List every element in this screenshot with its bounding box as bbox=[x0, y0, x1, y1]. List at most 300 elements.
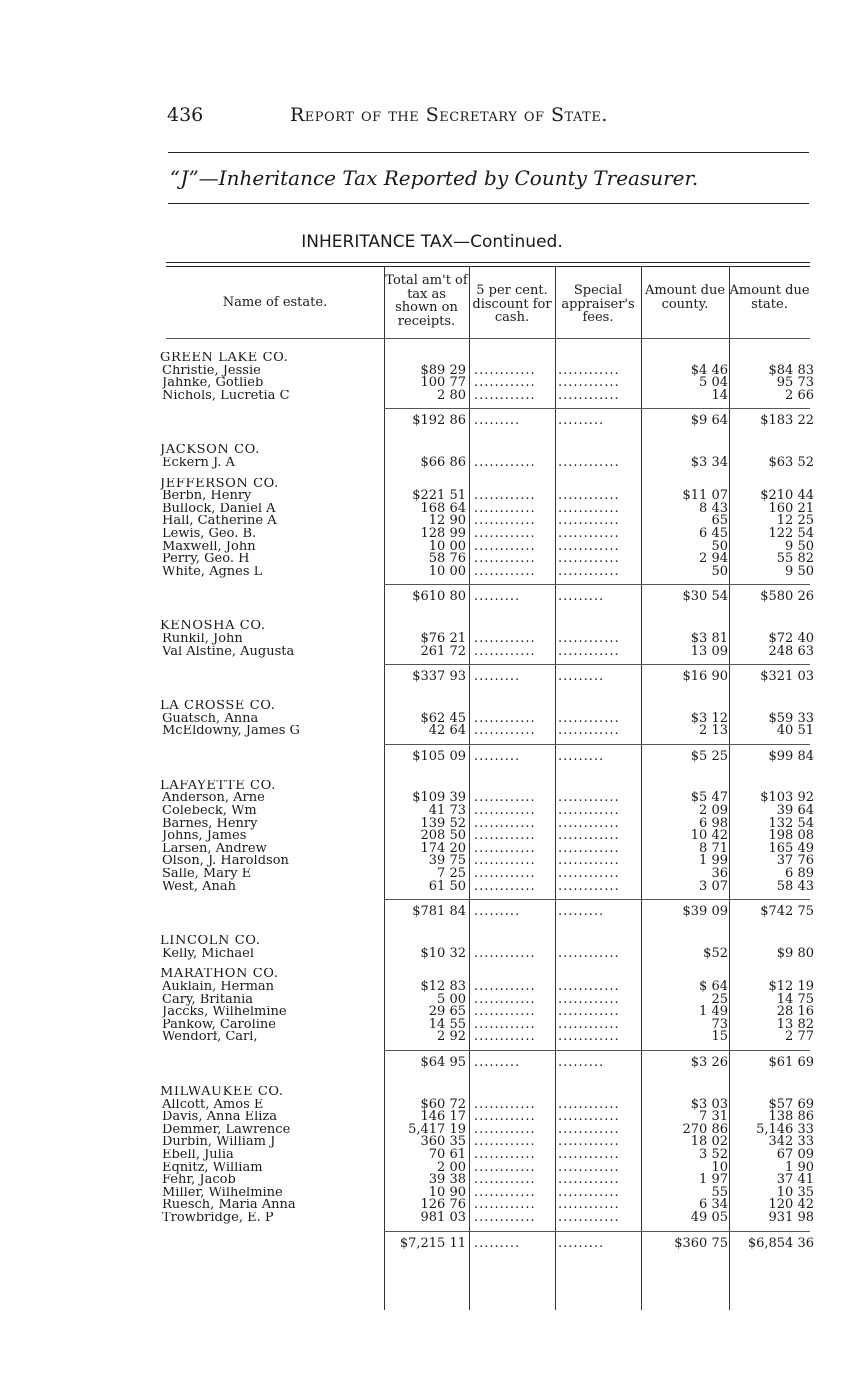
total-amount: $10 32 bbox=[420, 945, 466, 961]
col-header-appraiser: Special appraiser's fees. bbox=[561, 283, 635, 325]
estate-name: Colebeck, Wm bbox=[162, 805, 257, 818]
appraiser-leader: ............ bbox=[558, 880, 620, 894]
appraiser-leader: ............ bbox=[558, 725, 620, 738]
discount-leader: ......... bbox=[474, 413, 521, 429]
appraiser-leader: ............ bbox=[558, 515, 620, 528]
county-name: LA CROSSE CO. bbox=[160, 700, 276, 713]
discount-leader: ............ bbox=[474, 490, 536, 503]
state-amount: 95 73 bbox=[776, 375, 814, 391]
total-amount: $337 93 bbox=[412, 669, 466, 685]
appraiser-leader: ............ bbox=[558, 645, 620, 659]
discount-leader: ............ bbox=[474, 842, 536, 856]
state-amount: 2 77 bbox=[785, 1029, 814, 1045]
discount-leader: ............ bbox=[474, 947, 536, 961]
state-amount: 122 54 bbox=[768, 525, 814, 541]
total-amount: 2 00 bbox=[437, 1159, 466, 1175]
county-amount: $16 90 bbox=[682, 669, 728, 685]
total-amount: 58 76 bbox=[428, 551, 466, 567]
appraiser-leader: ............ bbox=[558, 1006, 620, 1019]
county-amount: 50 bbox=[711, 538, 728, 554]
discount-leader: ............ bbox=[474, 389, 536, 403]
estate-name: Maxwell, John bbox=[162, 540, 256, 554]
appraiser-leader: ............ bbox=[558, 805, 620, 818]
appraiser-leader: ............ bbox=[558, 842, 620, 856]
total-amount: 29 65 bbox=[428, 1004, 466, 1020]
state-amount: $99 84 bbox=[768, 748, 814, 764]
discount-leader: ............ bbox=[474, 712, 536, 726]
state-amount: 1 90 bbox=[785, 1159, 814, 1175]
appraiser-leader: ............ bbox=[558, 456, 620, 470]
discount-leader: ......... bbox=[474, 1235, 521, 1251]
county-amount: 13 09 bbox=[690, 643, 728, 659]
county-amount: $3 26 bbox=[690, 1054, 728, 1070]
total-amount: 2 80 bbox=[437, 387, 466, 403]
state-amount: $103 92 bbox=[760, 790, 814, 806]
total-amount: 128 99 bbox=[420, 525, 466, 541]
estate-name: Ebell, Julia bbox=[162, 1148, 234, 1162]
estate-name: Jaccks, Wilhelmine bbox=[162, 1006, 287, 1019]
state-amount: $580 26 bbox=[760, 589, 814, 605]
header-rule-bottom bbox=[168, 203, 809, 204]
estate-name: Nichols, Lucretia C bbox=[162, 389, 290, 403]
total-amount: $64 95 bbox=[420, 1054, 466, 1070]
discount-leader: ......... bbox=[474, 748, 521, 764]
page-number: 436 bbox=[167, 104, 204, 126]
appraiser-leader: ............ bbox=[558, 1031, 620, 1044]
county-name: KENOSHA CO. bbox=[160, 620, 266, 633]
appraiser-leader: ............ bbox=[558, 1199, 620, 1212]
state-amount: $84 83 bbox=[768, 362, 814, 378]
appraiser-leader: ............ bbox=[558, 1161, 620, 1175]
state-amount: 198 08 bbox=[768, 828, 814, 844]
state-amount: 342 33 bbox=[768, 1134, 814, 1150]
county-amount: 1 97 bbox=[699, 1172, 728, 1188]
county-amount: $11 07 bbox=[682, 488, 728, 504]
discount-leader: ............ bbox=[474, 1186, 536, 1200]
total-amount: $192 86 bbox=[412, 413, 466, 429]
estate-name: Eqnitz, William bbox=[162, 1161, 263, 1175]
estate-name: Davis, Anna Eliza bbox=[162, 1111, 278, 1124]
total-amount: 100 77 bbox=[420, 375, 466, 391]
total-amount: 39 38 bbox=[428, 1172, 466, 1188]
total-amount: 168 64 bbox=[420, 500, 466, 516]
discount-leader: ............ bbox=[474, 645, 536, 659]
total-amount: $105 09 bbox=[412, 748, 466, 764]
appraiser-leader: ............ bbox=[558, 1098, 620, 1112]
state-amount: 55 82 bbox=[776, 551, 814, 567]
appraiser-leader: ............ bbox=[558, 527, 620, 541]
county-amount: 1 99 bbox=[699, 853, 728, 869]
total-amount: 7 25 bbox=[437, 866, 466, 882]
county-amount: 36 bbox=[711, 866, 728, 882]
discount-leader: ............ bbox=[474, 855, 536, 869]
total-amount: $610 80 bbox=[412, 589, 466, 605]
table-top-rule bbox=[166, 262, 810, 263]
state-amount: 14 75 bbox=[776, 991, 814, 1007]
discount-leader: ............ bbox=[474, 1174, 536, 1187]
total-amount: $66 86 bbox=[420, 454, 466, 470]
county-amount: 3 52 bbox=[699, 1146, 728, 1162]
table-row bbox=[158, 725, 818, 738]
county-name: JACKSON CO. bbox=[160, 444, 260, 457]
state-amount: 165 49 bbox=[768, 840, 814, 856]
discount-leader: ............ bbox=[474, 1136, 536, 1149]
appraiser-leader: ......... bbox=[558, 1054, 605, 1070]
county-amount: 3 07 bbox=[699, 878, 728, 894]
state-amount: 132 54 bbox=[768, 815, 814, 831]
county-amount: $3 03 bbox=[690, 1096, 728, 1112]
state-amount: 9 50 bbox=[785, 538, 814, 554]
appraiser-leader: ............ bbox=[558, 792, 620, 806]
county-amount: 1 49 bbox=[699, 1004, 728, 1020]
county-amount: 8 71 bbox=[699, 840, 728, 856]
discount-leader: ............ bbox=[474, 1031, 536, 1044]
estate-name: Durbin, William J bbox=[162, 1136, 276, 1149]
appraiser-leader: ............ bbox=[558, 868, 620, 881]
table-row bbox=[158, 1209, 818, 1225]
discount-leader: ............ bbox=[474, 540, 536, 554]
county-amount: $52 bbox=[703, 945, 728, 961]
table-row bbox=[158, 387, 818, 403]
county-name: LAFAYETTE CO. bbox=[160, 779, 276, 793]
state-amount: 28 16 bbox=[776, 1004, 814, 1020]
spacer bbox=[158, 470, 818, 478]
total-amount: 146 17 bbox=[420, 1109, 466, 1125]
state-amount: $63 52 bbox=[768, 454, 814, 470]
discount-leader: ............ bbox=[474, 1098, 536, 1112]
discount-leader: ............ bbox=[474, 553, 536, 566]
total-amount: 981 03 bbox=[420, 1209, 466, 1225]
state-amount: 58 43 bbox=[776, 878, 814, 894]
estate-name: Olson, J. Haroldson bbox=[162, 855, 289, 869]
state-amount: $59 33 bbox=[768, 710, 814, 726]
county-amount: 73 bbox=[711, 1016, 728, 1032]
running-title: Report of the Secretary of State. bbox=[290, 104, 608, 126]
appraiser-leader: ......... bbox=[558, 413, 605, 429]
discount-leader: ............ bbox=[474, 830, 536, 843]
total-amount: $109 39 bbox=[412, 790, 466, 806]
county-amount: $5 47 bbox=[690, 790, 728, 806]
estate-name: Wendorf, Carl, bbox=[162, 1031, 258, 1044]
county-total-row bbox=[158, 744, 818, 770]
total-amount: 360 35 bbox=[420, 1134, 466, 1150]
total-amount: 126 76 bbox=[420, 1197, 466, 1213]
county-amount: 5 04 bbox=[699, 375, 728, 391]
total-amount: 10 00 bbox=[428, 538, 466, 554]
discount-leader: ............ bbox=[474, 1018, 536, 1032]
estate-name: Anderson, Arne bbox=[162, 792, 265, 806]
county-amount: 8 43 bbox=[699, 500, 728, 516]
state-amount: 12 25 bbox=[776, 513, 814, 529]
total-amount: $7,215 11 bbox=[399, 1235, 466, 1251]
county-amount: 7 31 bbox=[699, 1109, 728, 1125]
estate-name: Hall, Catherine A bbox=[162, 515, 277, 528]
total-amount: $12 83 bbox=[420, 979, 466, 994]
state-amount: 13 82 bbox=[776, 1016, 814, 1032]
appraiser-leader: ............ bbox=[558, 389, 620, 403]
county-amount: 50 bbox=[711, 563, 728, 579]
state-amount: 120 42 bbox=[768, 1197, 814, 1213]
county-amount: 65 bbox=[711, 513, 728, 529]
appraiser-leader: ............ bbox=[558, 1123, 620, 1137]
discount-leader: ............ bbox=[474, 1199, 536, 1212]
total-amount: 208 50 bbox=[420, 828, 466, 844]
appraiser-leader: ............ bbox=[558, 947, 620, 961]
appraiser-leader: ......... bbox=[558, 589, 605, 605]
discount-leader: ......... bbox=[474, 1054, 521, 1070]
state-amount: 39 64 bbox=[776, 803, 814, 819]
appraiser-leader: ............ bbox=[558, 993, 620, 1007]
table-row bbox=[158, 945, 818, 961]
discount-leader: ............ bbox=[474, 502, 536, 516]
county-amount: 18 02 bbox=[690, 1134, 728, 1150]
total-amount: 10 90 bbox=[428, 1184, 466, 1200]
total-amount: $60 72 bbox=[420, 1096, 466, 1112]
estate-name: Lewis, Geo. B. bbox=[162, 527, 257, 541]
estate-name: Berbn, Henry bbox=[162, 490, 252, 503]
total-amount: 42 64 bbox=[428, 723, 466, 739]
total-amount: 70 61 bbox=[428, 1146, 466, 1162]
county-name: JEFFERSON CO. bbox=[160, 477, 279, 491]
discount-leader: ......... bbox=[474, 669, 521, 685]
discount-leader: ............ bbox=[474, 527, 536, 541]
county-amount: $9 64 bbox=[690, 413, 728, 429]
appraiser-leader: ............ bbox=[558, 817, 620, 831]
col-header-name: Name of estate. bbox=[222, 295, 328, 310]
appraiser-leader: ............ bbox=[558, 712, 620, 726]
table-title: INHERITANCE TAX—Continued. bbox=[301, 232, 563, 252]
appraiser-leader: ............ bbox=[558, 1136, 620, 1149]
estate-name: White, Agnes L bbox=[162, 565, 263, 579]
state-amount: $12 19 bbox=[768, 979, 814, 994]
appraiser-leader: ............ bbox=[558, 502, 620, 516]
total-amount: 174 20 bbox=[420, 840, 466, 856]
discount-leader: ............ bbox=[474, 1111, 536, 1124]
total-amount: 2 92 bbox=[437, 1029, 466, 1045]
county-amount: 2 94 bbox=[699, 551, 728, 567]
total-amount: 41 73 bbox=[428, 803, 466, 819]
county-amount: $3 34 bbox=[690, 454, 728, 470]
state-amount: $321 03 bbox=[760, 669, 814, 685]
appraiser-leader: ............ bbox=[558, 1111, 620, 1124]
estate-name: Trowbridge, E. P bbox=[162, 1211, 274, 1225]
county-amount: 270 86 bbox=[682, 1121, 728, 1137]
estate-name: Larsen, Andrew bbox=[162, 842, 267, 856]
county-amount: 55 bbox=[711, 1184, 728, 1200]
inheritance-tax-table bbox=[158, 262, 818, 1322]
state-amount: $742 75 bbox=[760, 904, 814, 920]
discount-leader: ............ bbox=[474, 565, 536, 579]
county-name: LINCOLN CO. bbox=[160, 935, 261, 948]
discount-leader: ............ bbox=[474, 880, 536, 894]
county-amount: 10 42 bbox=[690, 828, 728, 844]
estate-name: Guatsch, Anna bbox=[162, 712, 259, 726]
county-name: MARATHON CO. bbox=[160, 968, 279, 981]
appraiser-leader: ......... bbox=[558, 1235, 605, 1251]
county-name: MILWAUKEE CO. bbox=[160, 1085, 284, 1099]
county-amount: 2 13 bbox=[699, 723, 728, 739]
appraiser-leader: ......... bbox=[558, 904, 605, 920]
estate-name: Val Alstine, Augusta bbox=[162, 645, 295, 659]
state-amount: 160 21 bbox=[768, 500, 814, 516]
appraiser-leader: ......... bbox=[558, 669, 605, 685]
estate-name: Pankow, Caroline bbox=[162, 1018, 276, 1032]
estate-name: Eckern J. A bbox=[162, 456, 235, 470]
state-amount: 248 63 bbox=[768, 643, 814, 659]
state-amount: $72 40 bbox=[768, 630, 814, 646]
county-total-row bbox=[158, 408, 818, 434]
table-row bbox=[158, 878, 818, 894]
appraiser-leader: ............ bbox=[558, 855, 620, 869]
discount-leader: ............ bbox=[474, 1123, 536, 1137]
appraiser-leader: ......... bbox=[558, 748, 605, 764]
col-header-discount: 5 per cent. discount for cash. bbox=[472, 283, 552, 325]
state-amount: 2 66 bbox=[785, 387, 814, 403]
county-amount: $30 54 bbox=[682, 589, 728, 605]
table-row bbox=[158, 643, 818, 659]
total-amount: $781 84 bbox=[412, 904, 466, 920]
county-amount: 15 bbox=[711, 1029, 728, 1045]
total-amount: $89 29 bbox=[420, 362, 466, 378]
county-amount: $4 46 bbox=[690, 362, 728, 378]
discount-leader: ............ bbox=[474, 725, 536, 738]
state-amount: $210 44 bbox=[760, 488, 814, 504]
county-amount: 6 34 bbox=[699, 1197, 728, 1213]
discount-leader: ............ bbox=[474, 805, 536, 818]
appraiser-leader: ............ bbox=[558, 632, 620, 646]
state-amount: 67 09 bbox=[776, 1146, 814, 1162]
discount-leader: ............ bbox=[474, 817, 536, 831]
estate-name: Barnes, Henry bbox=[162, 817, 258, 831]
county-amount: 14 bbox=[711, 387, 728, 403]
page-header bbox=[0, 104, 844, 130]
county-amount: $360 75 bbox=[674, 1235, 728, 1251]
header-bottom-rule bbox=[166, 338, 810, 339]
state-amount: 931 98 bbox=[768, 1209, 814, 1225]
table-row bbox=[158, 563, 818, 579]
discount-leader: ............ bbox=[474, 1161, 536, 1175]
discount-leader: ............ bbox=[474, 868, 536, 881]
county-name: GREEN LAKE CO. bbox=[160, 352, 289, 365]
state-amount: $6,854 36 bbox=[747, 1235, 814, 1251]
county-amount: $3 81 bbox=[690, 630, 728, 646]
discount-leader: ............ bbox=[474, 1148, 536, 1162]
state-amount: 37 76 bbox=[776, 853, 814, 869]
estate-name: Perry, Geo. H bbox=[162, 553, 250, 566]
county-amount: 6 45 bbox=[699, 525, 728, 541]
discount-leader: ............ bbox=[474, 993, 536, 1007]
discount-leader: ......... bbox=[474, 904, 521, 920]
state-amount: 10 35 bbox=[776, 1184, 814, 1200]
state-amount: 138 86 bbox=[768, 1109, 814, 1125]
estate-name: Fehr, Jacob bbox=[162, 1174, 236, 1187]
discount-leader: ............ bbox=[474, 981, 536, 994]
discount-leader: ......... bbox=[474, 589, 521, 605]
total-amount: $221 51 bbox=[412, 488, 466, 504]
county-amount: $ 64 bbox=[699, 979, 728, 994]
appraiser-leader: ............ bbox=[558, 1211, 620, 1225]
county-amount: 2 09 bbox=[699, 803, 728, 819]
total-amount: 10 00 bbox=[428, 563, 466, 579]
county-total-row bbox=[158, 1231, 818, 1257]
state-amount: $9 80 bbox=[776, 945, 814, 961]
estate-name: Bullock, Daniel A bbox=[162, 502, 276, 516]
appraiser-leader: ............ bbox=[558, 364, 620, 378]
appraiser-leader: ............ bbox=[558, 1148, 620, 1162]
county-amount: 25 bbox=[711, 991, 728, 1007]
col-header-state: Amount due state. bbox=[729, 283, 810, 312]
county-total-row bbox=[158, 584, 818, 610]
county-amount: 49 05 bbox=[690, 1209, 728, 1225]
total-amount: 12 90 bbox=[428, 513, 466, 529]
col-header-county: Amount due county. bbox=[644, 283, 726, 312]
state-amount: 37 41 bbox=[776, 1172, 814, 1188]
discount-leader: ............ bbox=[474, 515, 536, 528]
total-amount: $76 21 bbox=[420, 630, 466, 646]
appraiser-leader: ............ bbox=[558, 490, 620, 503]
state-amount: 9 50 bbox=[785, 563, 814, 579]
table-top-rule-2 bbox=[166, 266, 810, 267]
discount-leader: ............ bbox=[474, 632, 536, 646]
appraiser-leader: ............ bbox=[558, 1018, 620, 1032]
total-amount: 5,417 19 bbox=[408, 1121, 466, 1137]
state-amount: 5,146 33 bbox=[756, 1121, 814, 1137]
total-amount: 139 52 bbox=[420, 815, 466, 831]
total-amount: 261 72 bbox=[420, 643, 466, 659]
appraiser-leader: ............ bbox=[558, 981, 620, 994]
county-amount: $3 12 bbox=[690, 710, 728, 726]
county-amount: $5 25 bbox=[690, 748, 728, 764]
discount-leader: ............ bbox=[474, 364, 536, 378]
discount-leader: ............ bbox=[474, 1211, 536, 1225]
appraiser-leader: ............ bbox=[558, 553, 620, 566]
estate-name: Jahnke, Gotlieb bbox=[162, 377, 264, 390]
estate-name: Auklain, Herman bbox=[162, 981, 275, 994]
estate-name: Cary, Britania bbox=[162, 993, 253, 1007]
county-total-row bbox=[158, 1050, 818, 1076]
section-title: “J”—Inheritance Tax Reported by County Treasurer. bbox=[169, 166, 699, 190]
estate-name: Runkil, John bbox=[162, 632, 243, 646]
appraiser-leader: ............ bbox=[558, 1186, 620, 1200]
estate-name: Salle, Mary E bbox=[162, 868, 252, 881]
state-amount: $57 69 bbox=[768, 1096, 814, 1112]
estate-name: Ruesch, Maria Anna bbox=[162, 1199, 296, 1212]
total-amount: 61 50 bbox=[428, 878, 466, 894]
appraiser-leader: ............ bbox=[558, 377, 620, 390]
appraiser-leader: ............ bbox=[558, 540, 620, 554]
state-amount: $61 69 bbox=[768, 1054, 814, 1070]
appraiser-leader: ............ bbox=[558, 830, 620, 843]
total-amount: 39 75 bbox=[428, 853, 466, 869]
col-header-total: Total am't of tax as shown on receipts. bbox=[385, 273, 468, 329]
estate-name: Christie, Jessie bbox=[162, 364, 261, 378]
total-amount: $62 45 bbox=[420, 710, 466, 726]
estate-name: West, Anah bbox=[162, 880, 237, 894]
county-amount: $39 09 bbox=[682, 904, 728, 920]
table-row bbox=[158, 1031, 818, 1044]
discount-leader: ............ bbox=[474, 1006, 536, 1019]
county-amount: 10 bbox=[711, 1159, 728, 1175]
appraiser-leader: ............ bbox=[558, 565, 620, 579]
total-amount: 5 00 bbox=[437, 991, 466, 1007]
state-amount: 40 51 bbox=[776, 723, 814, 739]
header-rule-top bbox=[168, 152, 809, 153]
estate-name: Johns, James bbox=[162, 830, 247, 843]
estate-name: Miller, Wilhelmine bbox=[162, 1186, 283, 1200]
county-total-row bbox=[158, 664, 818, 690]
state-amount: $183 22 bbox=[760, 413, 814, 429]
table-row bbox=[158, 454, 818, 470]
